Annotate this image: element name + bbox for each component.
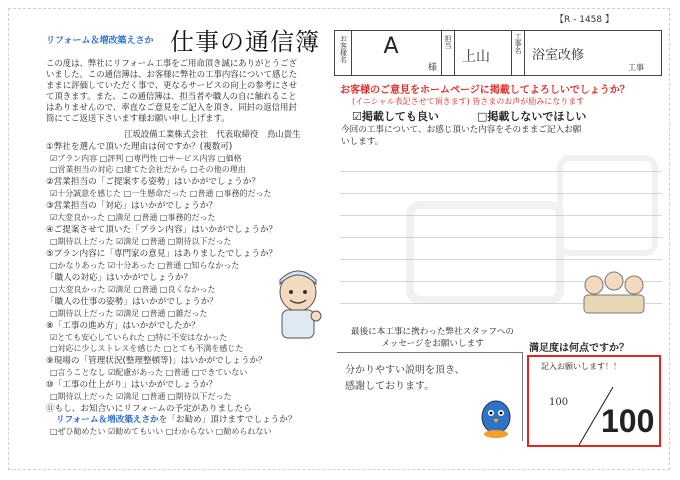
question-text: 「職人の対応」はいかがでしょうか？ xyxy=(46,273,193,283)
question-options: ☑十分誠意を感じた □一生懸命だった □普通 □事務的だった xyxy=(50,189,272,198)
q11-rest: を「お勧め」頂けますでしょうか？ xyxy=(158,415,297,425)
question-options: □期待以上だった ☑満足 □普通 □期待以下だった xyxy=(50,237,232,246)
family-illustration xyxy=(574,265,654,315)
question-options: ☑大変良かった □満足 □普通 □事務的だった xyxy=(50,213,216,222)
question-options: ☑プラン内容 □評判 □専門性 □サービス内容 □価格 xyxy=(50,154,242,163)
koji-label: 工事名 xyxy=(511,30,525,76)
brand-label: リフォーム＆増改築えさか xyxy=(46,36,154,46)
koji-suffix: 工事 xyxy=(628,63,644,72)
signature xyxy=(124,129,300,140)
staff-message-box xyxy=(337,352,523,441)
question-options: ☑とても安心していられた □特に不安はなかった xyxy=(50,333,228,342)
question-text: 「職人の仕事の姿勢」はいかがでしょうか？ xyxy=(46,297,218,307)
question-2 xyxy=(46,177,326,199)
tanto-label: 担当 xyxy=(441,30,455,76)
consent-note: (イニシャル表記させて頂きます) 皆さまのお声が励みになります xyxy=(352,97,585,106)
customer-label: お客様名 xyxy=(334,30,352,76)
question-options: □期待以上だった ☑満足 □普通 □雑だった xyxy=(50,309,208,318)
staff-prompt: 最後に本工事に携わった弊社スタッフへの メッセージをお願いします xyxy=(350,327,515,349)
consent-ok: ☑掲載しても良い xyxy=(352,110,439,123)
score-label: 記入お願いします！！ xyxy=(541,362,621,371)
question-11 xyxy=(46,404,326,437)
question-options: □期待以上だった ☑満足 □普通 □期待以下だった xyxy=(50,392,232,401)
question-text-2 xyxy=(46,415,326,426)
mascot-illustration xyxy=(268,262,328,342)
question-options: □かなりあった ☑十分あった □普通 □知らなかった xyxy=(50,261,240,270)
question-options: □営業担当の対応 □建てた会社だから □その他の理由 xyxy=(50,165,246,174)
question-4 xyxy=(46,225,326,247)
question-9 xyxy=(46,356,326,378)
question-text: ⑤プラン内容に「専門家の意見」はありましたでしょうか？ xyxy=(46,249,278,259)
score-box xyxy=(527,355,661,447)
signature-role: 代表取締役 xyxy=(216,129,259,139)
consent-ng: □掲載しないでほしい xyxy=(477,110,587,123)
question-text: ⑨現場の「管理状況(整理整頓等)」はいかがでしょうか？ xyxy=(46,356,267,366)
impression-area xyxy=(340,150,662,315)
question-options: □対応に少しストレスを感じた □とても不満を感じた xyxy=(50,344,244,353)
question-text: ③営業担当の「対応」はいかがでしょうか？ xyxy=(46,201,217,211)
score-handwritten: 100 xyxy=(549,397,569,408)
question-10 xyxy=(46,380,326,402)
serial-number: 【R - 1458 】 xyxy=(555,15,614,25)
impression-prompt: 今回の工事について、お感じ頂いた内容をそのままご記入お願 いします。 xyxy=(341,125,582,147)
question-1 xyxy=(46,142,326,175)
koji-value: 浴室改修 xyxy=(532,48,585,63)
intro-line: はありませんので、率直なご意見をご記入を頂き、同封の返信用封 xyxy=(46,102,297,112)
bird-mascot-icon xyxy=(476,391,516,441)
signature-name: 鳥山貴生 xyxy=(266,129,301,139)
question-options: □大変良かった ☑満足 □普通 □良くなかった xyxy=(50,285,216,294)
sama-label: 様 xyxy=(428,63,438,73)
question-text: ⑪もし、お知合いにリフォームの予定がありましたら xyxy=(46,404,252,414)
score-printed: 100 xyxy=(601,403,655,439)
score-heading: 満足度は何点ですか？ xyxy=(529,343,629,354)
question-text: ④ご提案させて頂いた「プラン内容」はいかがでしょうか？ xyxy=(46,225,278,235)
question-text: ①弊社を選んで頂いた理由は何ですか？(複数可) xyxy=(46,142,233,152)
signature-company: 江坂設備工業株式会社 xyxy=(124,129,208,139)
question-text: ⑩「工事の仕上がり」はいかがでしょうか？ xyxy=(46,380,217,390)
q11-brand: リフォーム＆増改築えさか xyxy=(56,415,159,425)
tanto-value: 上山 xyxy=(462,49,490,65)
question-text: ⑧「工事の進め方」はいかがでしたか？ xyxy=(46,321,200,331)
question-options: □ぜひ勧めたい ☑勧めてもいい □わからない □勧められない xyxy=(50,427,272,436)
consent-question: お客様のご意見をホームページに掲載してよろしいでしょうか？ xyxy=(340,85,630,96)
question-options: □言うことなし ☑配慮があった □普通 □できていない xyxy=(50,368,248,377)
intro-text xyxy=(46,58,314,124)
intro-line: て頂きます。また、この通信簿は、担当者や職人の自に触れること xyxy=(46,91,297,101)
question-text: ②営業担当の「ご提案する姿勢」はいかがでしょうか？ xyxy=(46,177,260,187)
intro-line: いました。この通信簿は、お客様に弊社の工事内容について感じた xyxy=(46,69,298,79)
staff-message: 分かりやすい説明を頂き、 感謝しております。 xyxy=(345,365,465,392)
page-title: 仕事の通信簿 xyxy=(170,28,320,56)
intro-line: この度は、弊社にリフォーム工事をご用命頂き誠にありがとうござ xyxy=(46,58,297,68)
intro-line: ままに評価していただく事で、更なるサービスの向上の参考にさせ xyxy=(46,80,298,90)
intro-line: 筒にてご返送下さいます様お願い申し上げます。 xyxy=(46,113,230,123)
customer-name: A xyxy=(383,34,399,59)
question-3 xyxy=(46,201,326,223)
